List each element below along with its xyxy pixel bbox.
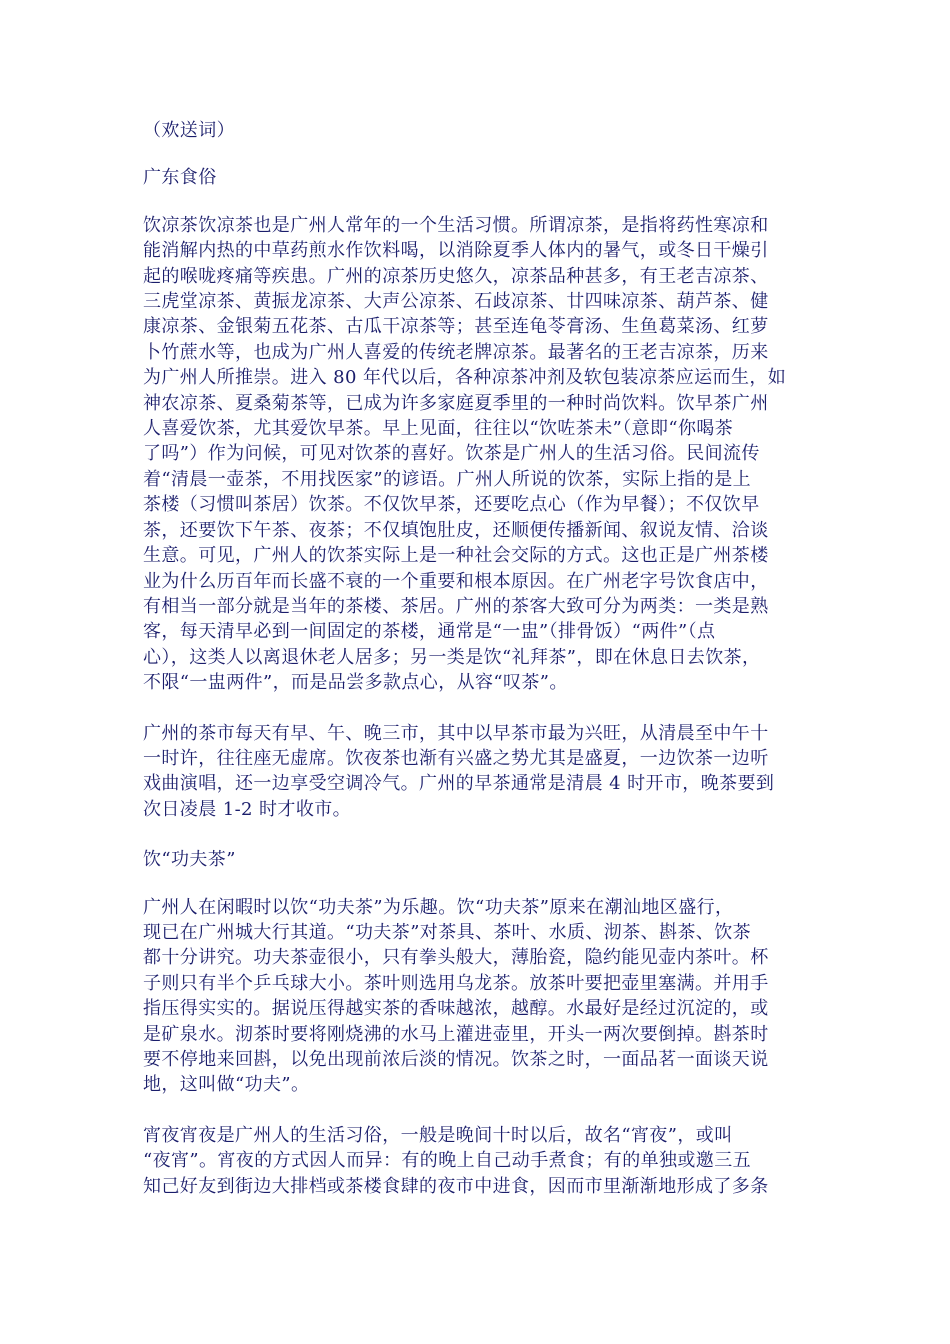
text-line: 着“清晨一壶茶，不用找医家”的谚语。广州人所说的饮茶，实际上指的是上	[143, 468, 752, 490]
text-line: 为广州人所推崇。进入 80 年代以后，各种凉茶冲剂及软包装凉茶应运而生，如	[143, 367, 787, 389]
text-line: 现已在广州城大行其道。“功夫茶”对茶具、茶叶、水质、沏茶、斟茶、饮茶	[143, 921, 752, 943]
text-line: 是矿泉水。沏茶时要将刚烧沸的水马上灌进壶里，开头一两次要倒掉。斟茶时	[143, 1023, 769, 1045]
text-line: 知己好友到街边大排档或茶楼食肆的夜市中进食，因而市里渐渐地形成了多条	[143, 1175, 769, 1197]
text-line: 宵夜宵夜是广州人的生活习俗，一般是晚间十时以后，故名“宵夜”，或叫	[143, 1124, 733, 1146]
text-line: “夜宵”。宵夜的方式因人而异：有的晚上自己动手煮食；有的单独或邀三五	[143, 1150, 752, 1172]
paragraph-herbal-tea	[143, 213, 808, 696]
text-line: 次日凌晨 1-2 时才收市。	[143, 798, 352, 820]
text-line: 卜竹蔗水等，也成为广州人喜爱的传统老牌凉茶。最著名的王老吉凉茶，历来	[143, 341, 769, 363]
text-line: 人喜爱饮茶，尤其爱饮早茶。早上见面，往往以“饮咗茶未”（意即“你喝茶	[143, 418, 734, 440]
paragraph-tea-markets	[143, 721, 808, 823]
text-line: 不限“一盅两件”，而是品尝多款点心，从容“叹茶”。	[143, 672, 568, 694]
text-line: （欢送词）	[143, 120, 235, 141]
farewell-note	[143, 118, 808, 143]
text-line: 要不停地来回斟，以免出现前浓后淡的情况。饮茶之时，一面品茗一面谈天说	[143, 1049, 769, 1070]
text-line: 饮“功夫茶”	[143, 849, 236, 871]
paragraph-kungfu-tea	[143, 895, 808, 1098]
text-line: 广东食俗	[143, 167, 217, 189]
text-line: 一时许，往往座无虚席。饮夜茶也渐有兴盛之势尤其是盛夏，一边饮茶一边听	[143, 747, 769, 769]
text-line: 地，这叫做“功夫”。	[143, 1074, 310, 1096]
text-line: 客，每天清早必到一间固定的茶楼，通常是“一盅”（排骨饭）“两件”（点	[143, 621, 716, 643]
text-line: 了吗”）作为问候，可见对饮茶的喜好。饮茶是广州人的生活习俗。民间流传	[143, 443, 760, 465]
section-title-kungfu-tea	[143, 847, 808, 872]
text-line: 起的喉咙疼痛等疾患。广州的凉茶历史悠久，凉茶品种甚多，有王老吉凉茶、	[143, 265, 769, 287]
text-line: 广州的茶市每天有早、午、晚三市，其中以早茶市最为兴旺，从清晨至中午十	[143, 722, 769, 744]
text-line: 心），这类人以离退休老人居多；另一类是饮“礼拜茶”，即在休息日去饮茶，	[143, 646, 761, 668]
text-line: 指压得实实的。据说压得越实茶的香味越浓，越醇。水最好是经过沉淀的，或	[143, 998, 769, 1020]
document-page	[143, 118, 808, 1224]
text-line: 神农凉茶、夏桑菊茶等，已成为许多家庭夏季里的一种时尚饮料。饮早茶广州	[143, 392, 769, 414]
text-line: 有相当一部分就是当年的茶楼、茶居。广州的茶客大致可分为两类：一类是熟	[143, 595, 769, 617]
text-line: 茶，还要饮下午茶、夜茶；不仅填饱肚皮，还顺便传播新闻、叙说友情、洽谈	[143, 519, 769, 541]
text-line: 生意。可见，广州人的饮茶实际上是一种社会交际的方式。这也正是广州茶楼	[143, 545, 769, 567]
section-title-guangdong-food-customs	[143, 165, 808, 190]
text-line: 三虎堂凉茶、黄振龙凉茶、大声公凉茶、石歧凉茶、廿四味凉茶、葫芦茶、健	[143, 291, 769, 313]
text-line: 都十分讲究。功夫茶壶很小，只有拳头般大，薄胎瓷，隐约能见壶内茶叶。杯	[143, 947, 769, 969]
text-line: 广州人在闲暇时以饮“功夫茶”为乐趣。饮“功夫茶”原来在潮汕地区盛行，	[143, 896, 734, 918]
text-line: 康凉茶、金银菊五花茶、古瓜干凉茶等；甚至连龟苓膏汤、生鱼葛菜汤、红萝	[143, 316, 769, 338]
text-line: 能消解内热的中草药煎水作饮料喝，以消除夏季人体内的暑气，或冬日干燥引	[143, 240, 769, 262]
text-line: 业为什么历百年而长盛不衰的一个重要和根本原因。在广州老字号饮食店中，	[143, 570, 769, 592]
text-line: 子则只有半个乒乓球大小。茶叶则选用乌龙茶。放茶叶要把壶里塞满。并用手	[143, 972, 769, 994]
text-line: 茶楼（习惯叫茶居）饮茶。不仅饮早茶，还要吃点心（作为早餐）；不仅饮早	[143, 494, 760, 516]
text-line: 戏曲演唱，还一边享受空调冷气。广州的早茶通常是清晨 4 时开市，晚茶要到	[143, 773, 775, 795]
paragraph-late-night-snack	[143, 1123, 808, 1199]
text-line: 饮凉茶饮凉茶也是广州人常年的一个生活习惯。所谓凉茶，是指将药性寒凉和	[143, 214, 769, 236]
